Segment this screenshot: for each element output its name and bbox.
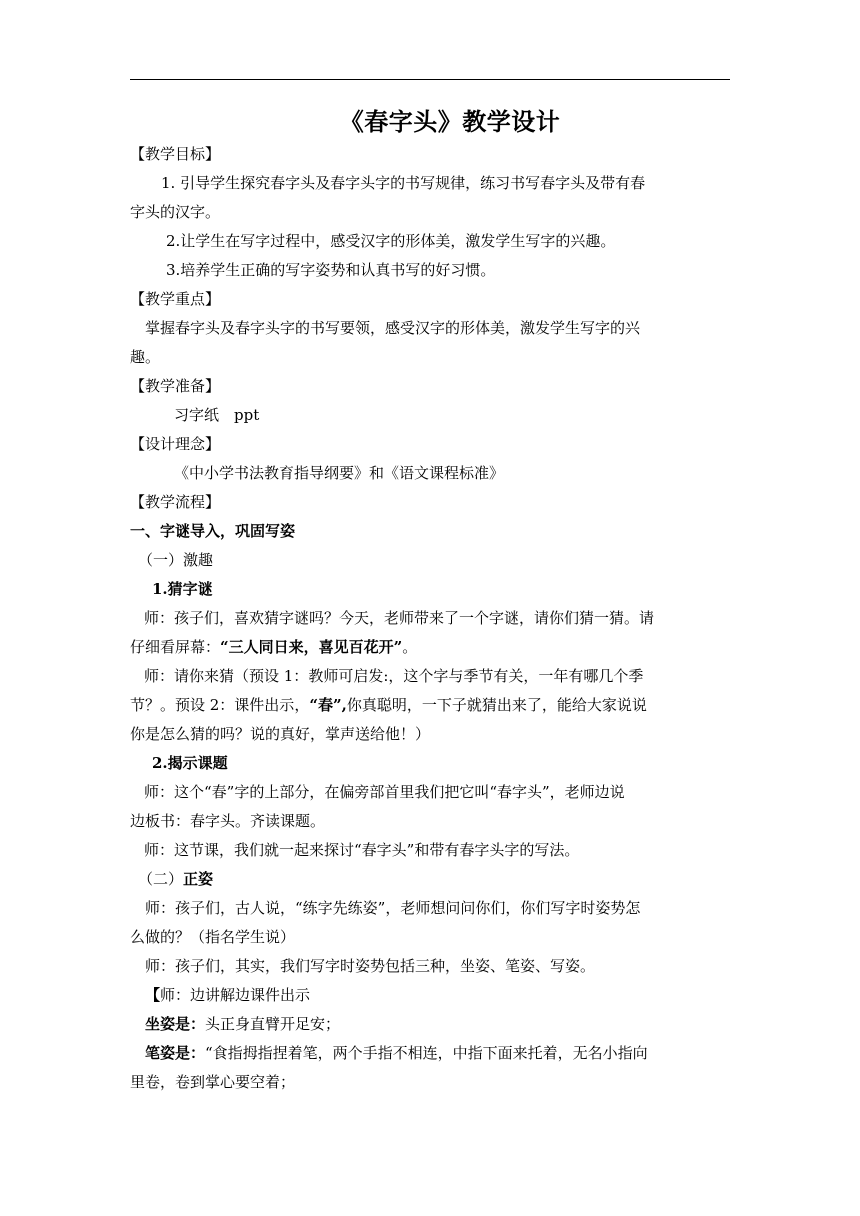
subsection-1: （一）激趣: [138, 551, 214, 569]
pen-posture-line-2: 里卷，卷到掌心要空着；: [130, 1073, 296, 1091]
concept-text: 《中小学书法教育指导纲要》和《语文课程标准》: [174, 464, 505, 482]
document-body: [130, 140, 730, 1097]
pen-posture-label: 笔姿是：: [145, 1044, 206, 1062]
posture-line-1: 师：孩子们，古人说，“练字先练姿”，老师想问问你们，你们写字时姿势怎: [145, 899, 641, 917]
riddle-text: “三人同日来，喜见百花开”: [220, 638, 403, 656]
goal-1-line-1: 1. 引导学生探究春字头及春字头字的书写规律，练习书写春字头及带有春: [161, 174, 646, 192]
guess-line-2-end: 你真聪明，一下子就猜出来了，能给大家说说: [346, 696, 647, 714]
topic-line-3: 师：这节课，我们就一起来探讨“春字头”和带有春字头字的写法。: [144, 841, 580, 859]
header-rule: [130, 79, 730, 80]
key-line-2: 趣。: [130, 348, 161, 366]
sit-posture-line: [130, 1010, 730, 1039]
step-2-heading: 2.揭示课题: [152, 754, 228, 772]
part-1-heading: 一、字谜导入，巩固写姿: [130, 522, 296, 540]
prep-heading: 【教学准备】: [130, 377, 221, 395]
topic-line-2: 边板书：春字头。齐读课题。: [130, 812, 326, 830]
flow-heading: 【教学流程】: [130, 493, 221, 511]
goals-heading: 【教学目标】: [130, 145, 221, 163]
subsection-2-number: （二）: [138, 870, 184, 888]
concept-heading: 【设计理念】: [130, 435, 221, 453]
key-heading: 【教学重点】: [130, 290, 221, 308]
key-line-1: 掌握春字头及春字头字的书写要领，感受汉字的形体美，激发学生写字的兴: [145, 319, 641, 337]
document-title: 《春字头》教学设计: [339, 108, 561, 136]
guess-line-3: 你是怎么猜的吗？说的真好，掌声送给他！）: [130, 725, 431, 743]
guess-line-2: [130, 691, 730, 720]
pen-posture-line-1: [130, 1039, 730, 1068]
sit-posture-text: 头正身直臂开足安；: [205, 1015, 341, 1033]
explain-line: [130, 981, 730, 1010]
pen-posture-text: “食指拇指捏着笔，两个手指不相连，中指下面来托着，无名小指向: [205, 1044, 648, 1062]
explain-bracket: 【: [145, 986, 161, 1004]
answer-text: “春”,: [309, 696, 347, 714]
riddle-line-1: 师：孩子们，喜欢猜字谜吗？今天，老师带来了一个字谜，请你们猜一猜。请: [144, 609, 655, 627]
explain-text: 师：边讲解边课件出示: [160, 986, 311, 1004]
riddle-line-2-intro: 仔细看屏幕：: [130, 638, 221, 656]
posture-line-3: 师：孩子们，其实，我们写字时姿势包括三种，坐姿、笔姿、写姿。: [145, 957, 596, 975]
subsection-2: [130, 865, 730, 894]
sit-posture-label: 坐姿是：: [145, 1015, 206, 1033]
guess-line-1: 师：请你来猜（预设 1：教师可启发:，这个字与季节有关，一年有哪几个季: [144, 667, 644, 685]
goal-1-line-2: 字头的汉字。: [130, 203, 221, 221]
goal-2: 2.让学生在写字过程中，感受汉字的形体美，激发学生写字的兴趣。: [166, 232, 616, 250]
goal-3: 3.培养学生正确的写字姿势和认真书写的好习惯。: [166, 261, 496, 279]
step-1-heading: 1.猜字谜: [152, 580, 213, 598]
prep-text: 习字纸 ppt: [174, 406, 260, 424]
topic-line-1: 师：这个“春”字的上部分，在偏旁部首里我们把它叫“春字头”，老师边说: [144, 783, 625, 801]
guess-line-2-intro: 节？。预设 2：课件出示，: [130, 696, 310, 714]
subsection-2-label: 正姿: [183, 870, 214, 888]
posture-line-2: 么做的？（指名学生说）: [130, 928, 296, 946]
riddle-line-2-end: 。: [402, 638, 418, 656]
riddle-line-2: [130, 633, 730, 662]
